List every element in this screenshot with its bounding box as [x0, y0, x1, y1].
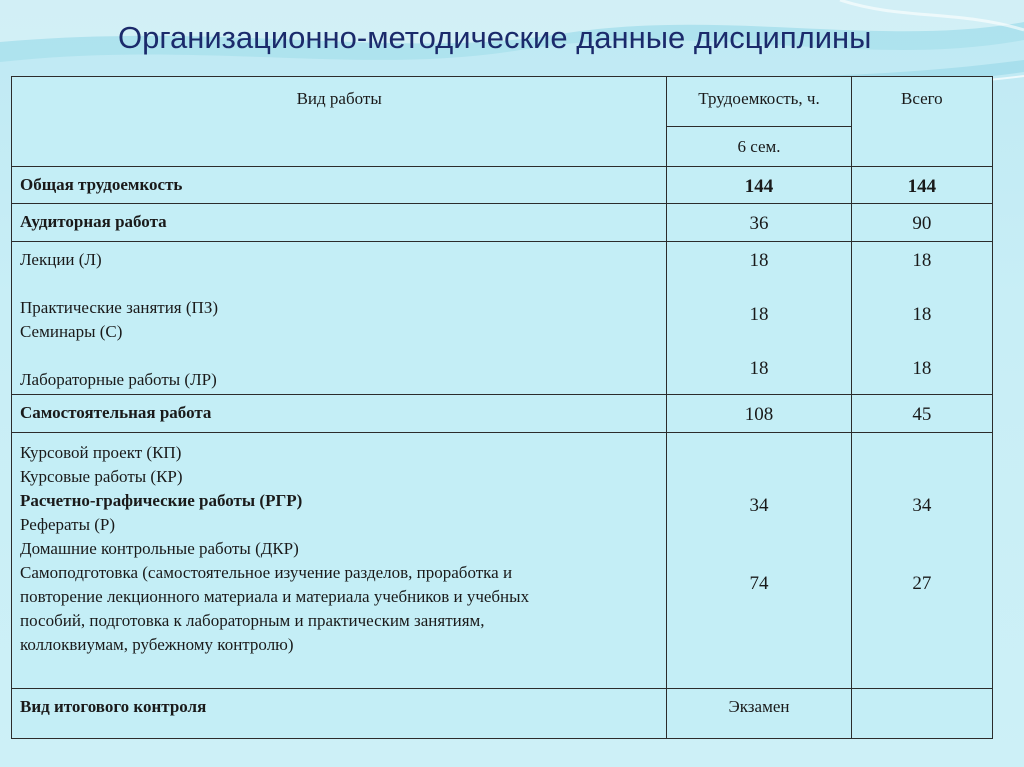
row-semester-values: [667, 242, 851, 395]
row-total-value: 45: [851, 395, 992, 433]
row-semester-value: Экзамен: [667, 689, 851, 739]
list-item: Расчетно-графические работы (РГР): [20, 491, 303, 510]
row-semester-value: 144: [667, 167, 851, 204]
row-semester-values: [667, 433, 851, 689]
list-item: Самоподготовка (самостоятельное изучение разделов, проработка и: [20, 563, 513, 582]
list-item: Курсовой проект (КП): [20, 443, 182, 462]
row-label: Общая трудоемкость: [12, 167, 667, 204]
list-item: Семинары (С): [20, 322, 123, 341]
row-total-value: 90: [851, 204, 992, 242]
list-item: коллоквиумам, рубежному контролю): [20, 635, 294, 654]
discipline-table: [11, 76, 993, 739]
table-row: [12, 395, 993, 433]
row-semester-value: 36: [667, 204, 851, 242]
header-total: Всего: [851, 77, 992, 167]
total-labs: 18: [912, 358, 932, 379]
list-item: Рефераты (Р): [20, 515, 116, 534]
list-item: Лабораторные работы (ЛР): [20, 370, 217, 389]
row-total-value: [851, 689, 992, 739]
total-lectures: 18: [912, 250, 932, 271]
page-title: Организационно-методические данные дисциплины: [118, 20, 872, 55]
row-label: Аудиторная работа: [12, 204, 667, 242]
table-row: [12, 242, 993, 395]
value-rgr: 34: [749, 495, 769, 516]
total-rgr: 34: [912, 495, 932, 516]
value-practical: 18: [749, 304, 769, 325]
total-practical: 18: [912, 304, 932, 325]
row-total-values: [851, 242, 992, 395]
list-item: пособий, подготовка к лабораторным и практическим занятиям,: [20, 611, 485, 630]
classroom-work-list: [12, 242, 667, 395]
list-item: повторение лекционного материала и материала учебников и учебных: [20, 587, 530, 606]
row-label: Вид итогового контроля: [12, 689, 667, 739]
list-item: Курсовые работы (КР): [20, 467, 183, 486]
independent-work-list: [12, 433, 667, 689]
table-row: [12, 167, 993, 204]
list-item: Практические занятия (ПЗ): [20, 298, 218, 317]
header-labor-intensity: Трудоемкость, ч.: [667, 77, 851, 127]
header-work-type: Вид работы: [12, 77, 667, 167]
total-self-prep: 27: [912, 573, 932, 594]
list-item: Лекции (Л): [20, 250, 102, 269]
list-item: Домашние контрольные работы (ДКР): [20, 539, 299, 558]
table-row: [12, 433, 993, 689]
table-header-row: [12, 77, 993, 127]
row-total-value: 144: [851, 167, 992, 204]
row-label: Самостоятельная работа: [12, 395, 667, 433]
value-self-prep: 74: [749, 573, 769, 594]
value-labs: 18: [749, 358, 769, 379]
table-row: [12, 204, 993, 242]
row-total-values: [851, 433, 992, 689]
row-semester-value: 108: [667, 395, 851, 433]
table-row: [12, 689, 993, 739]
header-semester: 6 сем.: [667, 127, 851, 167]
value-lectures: 18: [749, 250, 769, 271]
